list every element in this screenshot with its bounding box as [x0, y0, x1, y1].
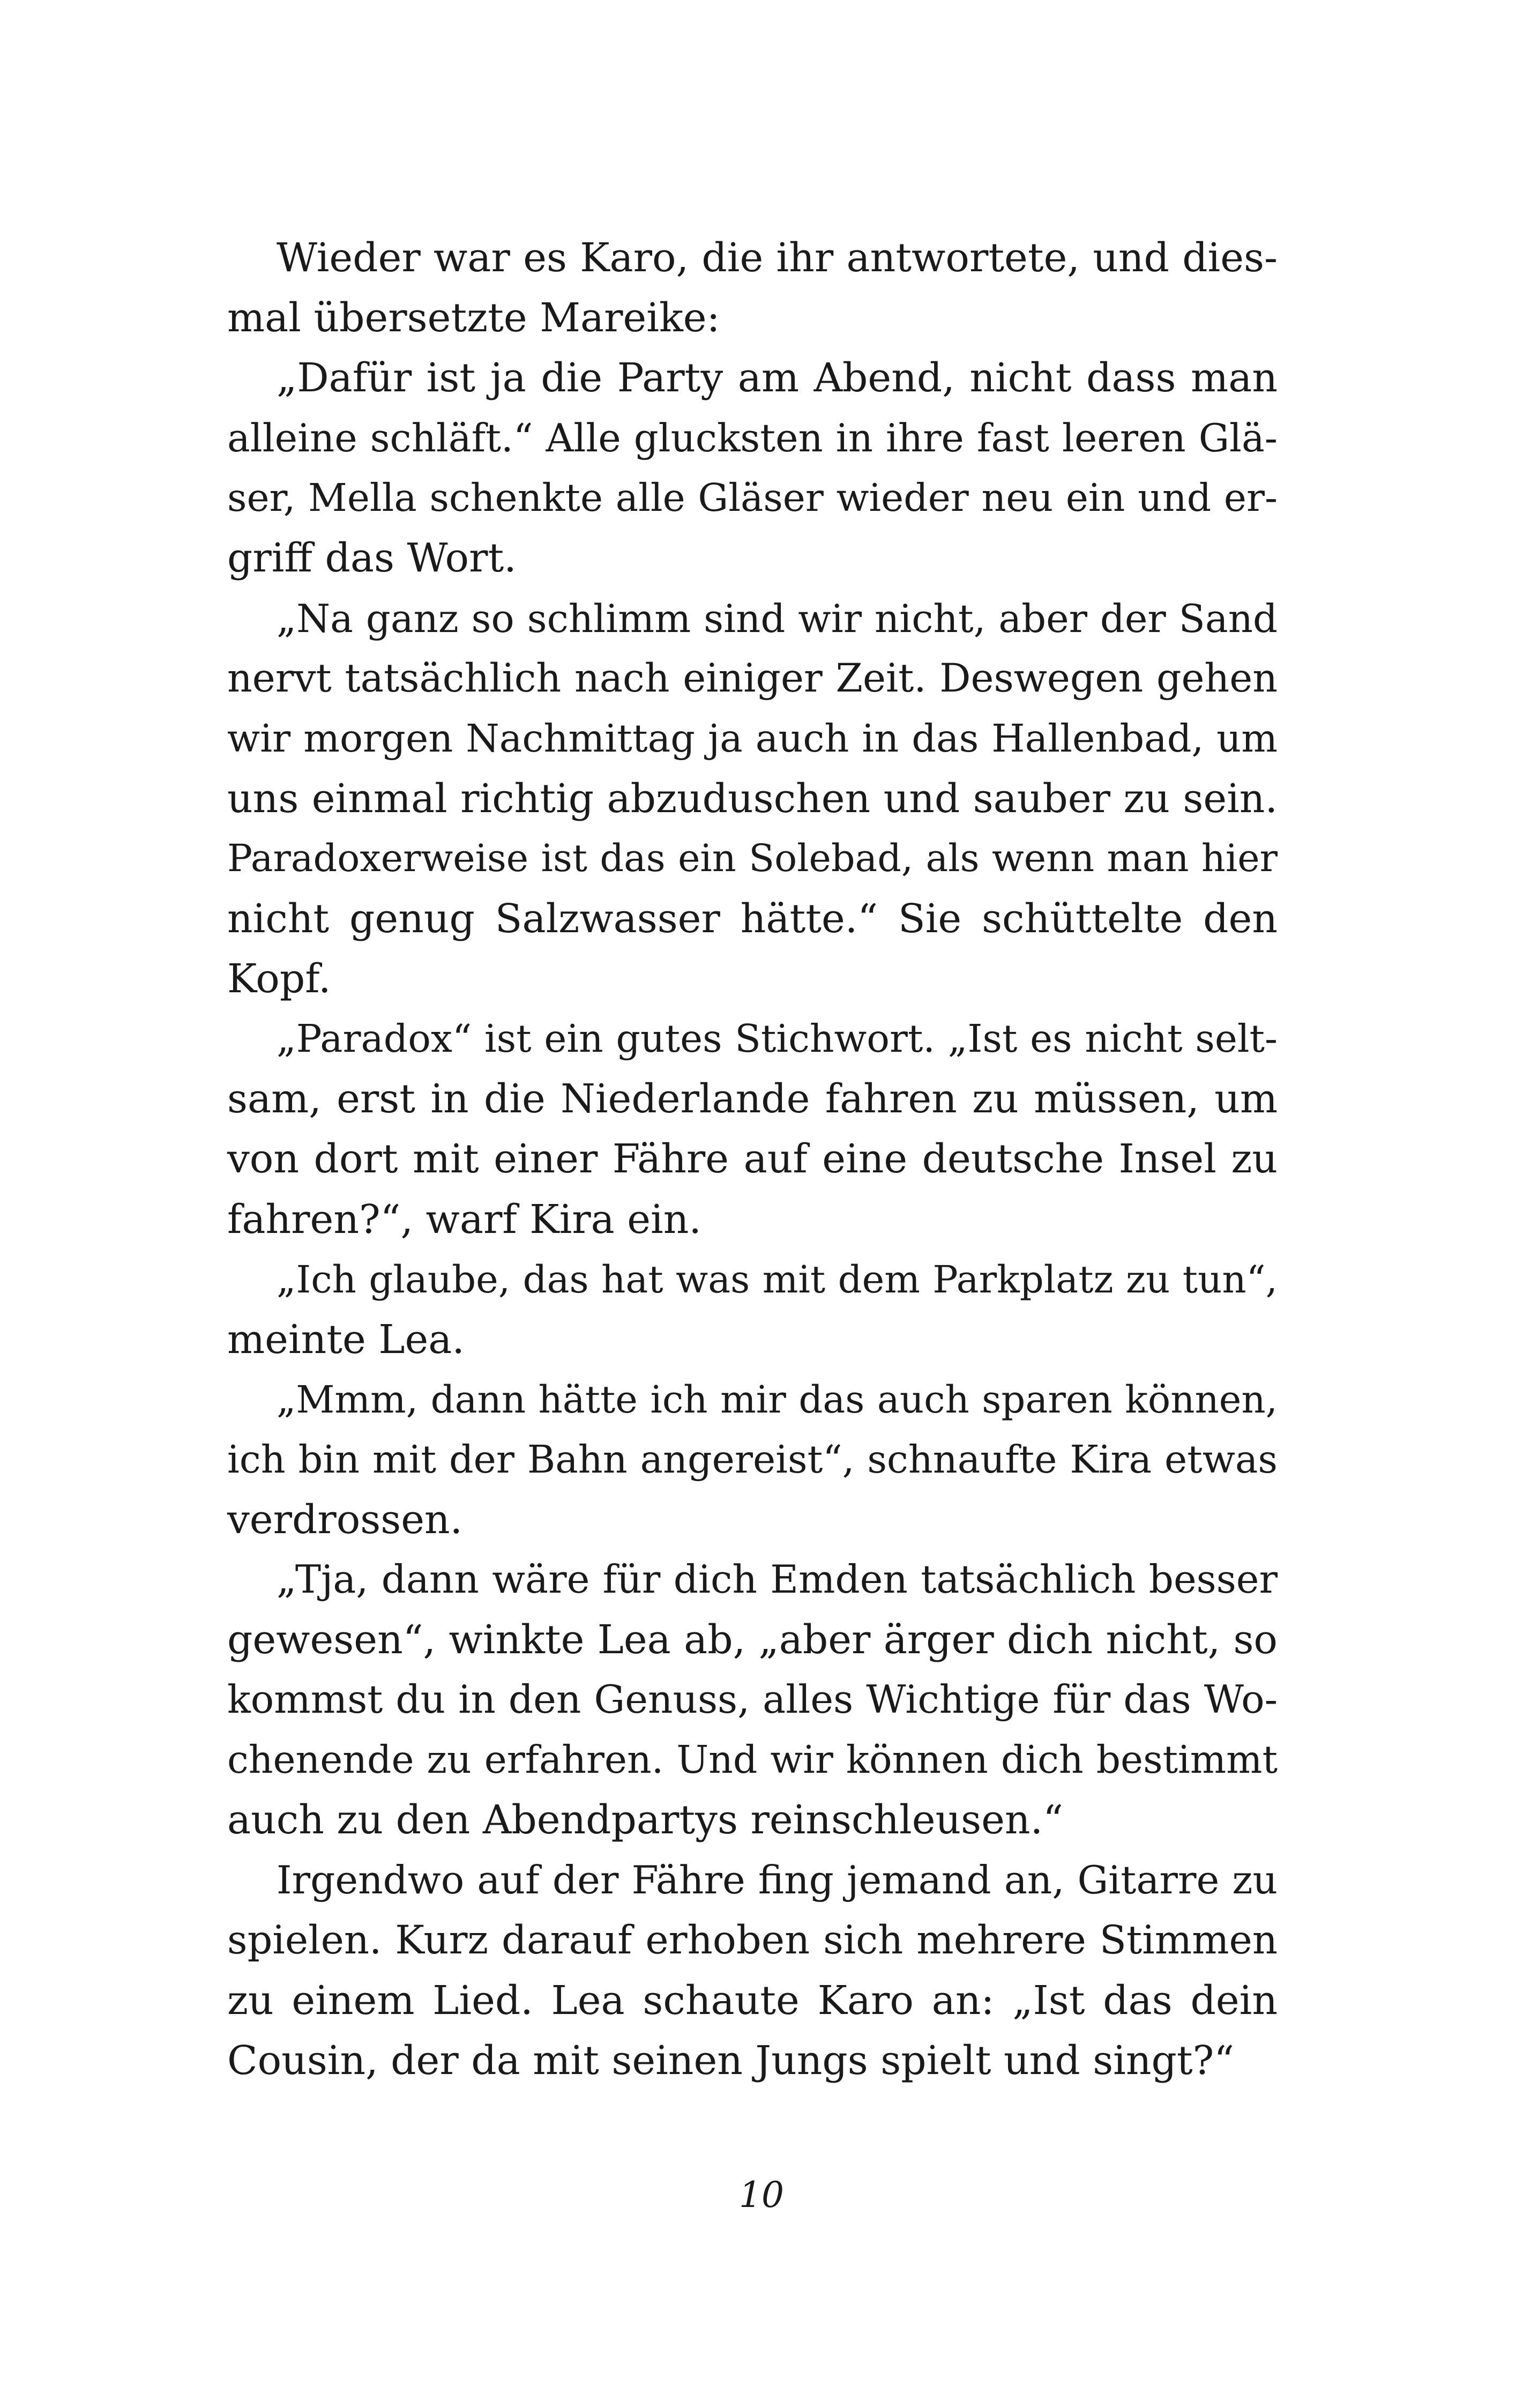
text-line: auch zu den Abendpartys reinschleusen.“ [227, 1797, 1063, 1844]
text-line: uns einmal richtig abzuduschen und sauber zu sein. [227, 775, 1278, 822]
text-line: Irgendwo auf der Fähre fing jemand an, Gitarre zu [277, 1857, 1278, 1903]
page-number: 10 [739, 2174, 784, 2216]
text-line: „Tja, dann wäre für dich Emden tatsächlich besser [277, 1557, 1278, 1603]
text-line: „Mmm, dann hätte ich mir das auch sparen können, [277, 1377, 1278, 1422]
text-line: sam, erst in die Niederlande fahren zu müssen, um [227, 1076, 1278, 1123]
text-line: wir morgen Nachmittag ja auch in das Hallenbad, um [227, 716, 1278, 761]
text-line: nervt tatsächlich nach einiger Zeit. Deswegen gehen [227, 656, 1278, 701]
text-line: „Paradox“ ist ein gutes Stichwort. „Ist es nicht selt- [277, 1016, 1278, 1061]
text-line: „Na ganz so schlimm sind wir nicht, aber der Sand [277, 596, 1278, 641]
text-line: kommst du in den Genuss, alles Wichtige für das Wo- [227, 1677, 1278, 1723]
text-line: Cousin, der da mit seinen Jungs spielt und singt?“ [227, 2037, 1235, 2084]
text-line: Wieder war es Karo, die ihr antwortete, und dies- [277, 235, 1278, 281]
text-line: chenende zu erfahren. Und wir können dich bestimmt [227, 1737, 1278, 1782]
text-line: nicht genug Salzwasser hätte.“ Sie schüttelte den [227, 896, 1278, 942]
text-line: zu einem Lied. Lea schaute Karo an: „Ist das dein [227, 1977, 1278, 2024]
text-line: griff das Wort. [227, 535, 517, 582]
text-line: ich bin mit der Bahn angereist“, schnaufte Kira etwas [227, 1437, 1278, 1482]
text-line: alleine schläft.“ Alle glucksten in ihre fast leeren Glä- [227, 415, 1278, 461]
text-line: Paradoxerweise ist das ein Solebad, als wenn man hier [227, 836, 1278, 880]
text-line: verdrossen. [227, 1496, 463, 1543]
text-line: „Ich glaube, das hat was mit dem Parkplatz zu tun“, [277, 1257, 1278, 1302]
text-line: meinte Lea. [227, 1316, 465, 1363]
text-line: Kopf. [227, 956, 331, 1002]
body-text [227, 228, 1278, 2091]
text-line: gewesen“, winkte Lea ab, „aber ärger dich nicht, so [227, 1617, 1278, 1663]
text-line: „Dafür ist ja die Party am Abend, nicht dass man [277, 355, 1278, 402]
text-line: von dort mit einer Fähre auf eine deutsche Insel zu [227, 1136, 1278, 1183]
text-line: ser, Mella schenkte alle Gläser wieder neu ein und er- [227, 475, 1278, 521]
text-line: spielen. Kurz darauf erhoben sich mehrere Stimmen [227, 1917, 1278, 1963]
text-line: mal übersetzte Mareike: [227, 295, 720, 341]
text-line: fahren?“, warf Kira ein. [227, 1196, 701, 1243]
